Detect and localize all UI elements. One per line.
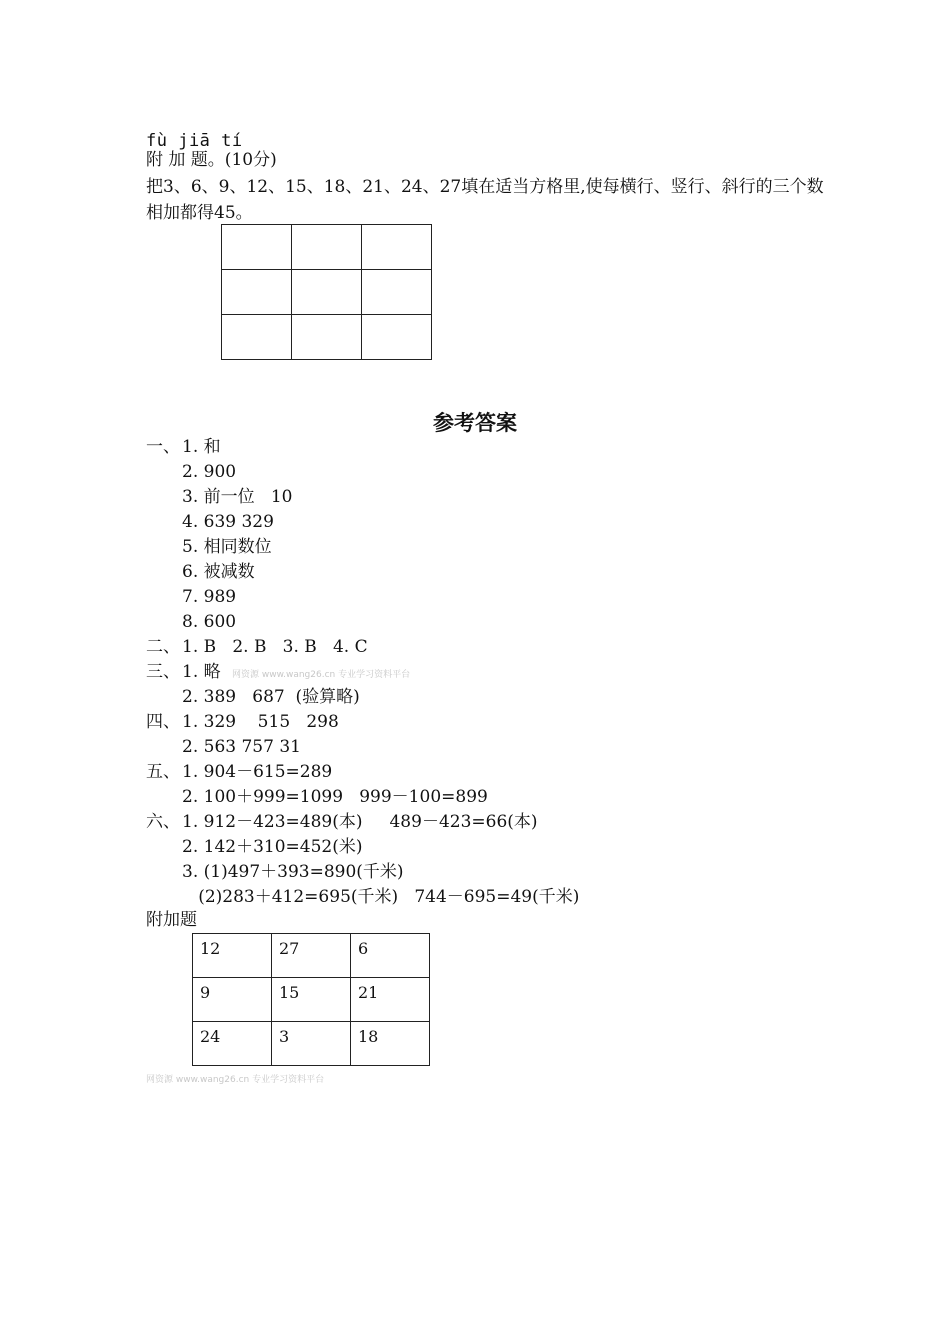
bonus-instruction-line1: 把3、6、9、12、15、18、21、24、27填在适当方格里,使每横行、竖行、斜行的三个数 <box>146 177 824 197</box>
answer-section-label: 二、 <box>146 637 180 657</box>
answer-line <box>146 814 906 834</box>
grid-cell <box>292 225 362 270</box>
answer-section-label: 五、 <box>146 762 180 782</box>
answer-line <box>146 714 906 734</box>
bonus-pinyin: fù jiā tí <box>146 131 243 151</box>
answer-line <box>146 789 906 809</box>
answer-line <box>146 589 906 609</box>
grid-cell <box>362 225 432 270</box>
answer-line <box>146 764 906 784</box>
answer-text: 1. 略 <box>182 662 221 682</box>
answer-line <box>146 614 906 634</box>
answer-line <box>146 864 906 884</box>
answer-cell: 3 <box>272 1022 351 1066</box>
answer-line <box>146 839 906 859</box>
bonus-heading: 附 加 题。(10分) <box>146 150 277 170</box>
answer-text: 7. 989 <box>182 587 237 607</box>
answer-bonus-label: 附加题 <box>146 910 197 930</box>
answer-cell: 24 <box>193 1022 272 1066</box>
answer-text: 2. 563 757 31 <box>182 737 301 757</box>
answer-text: 2. 389 687 (验算略) <box>182 687 360 707</box>
grid-cell <box>362 315 432 360</box>
answer-text: 4. 639 329 <box>182 512 274 532</box>
answer-text: 1. B 2. B 3. B 4. C <box>182 637 368 657</box>
grid-cell <box>222 315 292 360</box>
answer-text: 2. 142＋310=452(米) <box>182 837 363 857</box>
answer-line <box>146 564 906 584</box>
answer-text: 3. (1)497＋393=890(千米) <box>182 862 404 882</box>
answer-cell: 21 <box>351 978 430 1022</box>
answer-section-label: 四、 <box>146 712 180 732</box>
answer-section-label: 六、 <box>146 812 180 832</box>
answer-text: 1. 904－615=289 <box>182 762 333 782</box>
answer-line <box>146 514 906 534</box>
answer-text: 2. 100＋999=1099 999－100=899 <box>182 787 488 807</box>
answer-line <box>146 689 906 709</box>
answer-cell: 9 <box>193 978 272 1022</box>
answer-section-label: 一、 <box>146 437 180 457</box>
footer-watermark: 网资源 www.wang26.cn 专业学习资料平台 <box>146 1075 325 1085</box>
answer-text: 2. 900 <box>182 462 237 482</box>
answer-line <box>146 889 906 909</box>
answer-cell: 18 <box>351 1022 430 1066</box>
answer-text: 1. 912－423=489(本) 489－423=66(本) <box>182 812 538 832</box>
answer-text: 3. 前一位 10 <box>182 487 293 507</box>
answer-line <box>146 439 906 459</box>
answer-cell: 15 <box>272 978 351 1022</box>
answer-cell: 27 <box>272 934 351 978</box>
answer-text: 1. 和 <box>182 437 221 457</box>
answer-key-title: 参考答案 <box>433 411 517 435</box>
bonus-instruction-line2: 相加都得45。 <box>146 203 253 223</box>
grid-cell <box>222 270 292 315</box>
grid-cell <box>292 315 362 360</box>
answer-line <box>146 639 906 659</box>
answer-line <box>146 489 906 509</box>
answer-cell: 6 <box>351 934 430 978</box>
answer-text: 8. 600 <box>182 612 237 632</box>
answer-line <box>146 464 906 484</box>
answer-text: (2)283＋412=695(千米) 744－695=49(千米) <box>182 887 580 907</box>
answer-text: 1. 329 515 298 <box>182 712 339 732</box>
grid-cell <box>222 225 292 270</box>
empty-magic-square-grid <box>221 224 432 360</box>
answer-text: 6. 被减数 <box>182 562 255 582</box>
inline-watermark: 网资源 www.wang26.cn 专业学习资料平台 <box>232 670 411 680</box>
grid-cell <box>292 270 362 315</box>
answer-cell: 12 <box>193 934 272 978</box>
answer-line <box>146 739 906 759</box>
grid-cell <box>362 270 432 315</box>
answer-magic-square <box>192 933 430 1066</box>
answer-section-label: 三、 <box>146 662 180 682</box>
answer-text: 5. 相同数位 <box>182 537 272 557</box>
answer-line <box>146 539 906 559</box>
